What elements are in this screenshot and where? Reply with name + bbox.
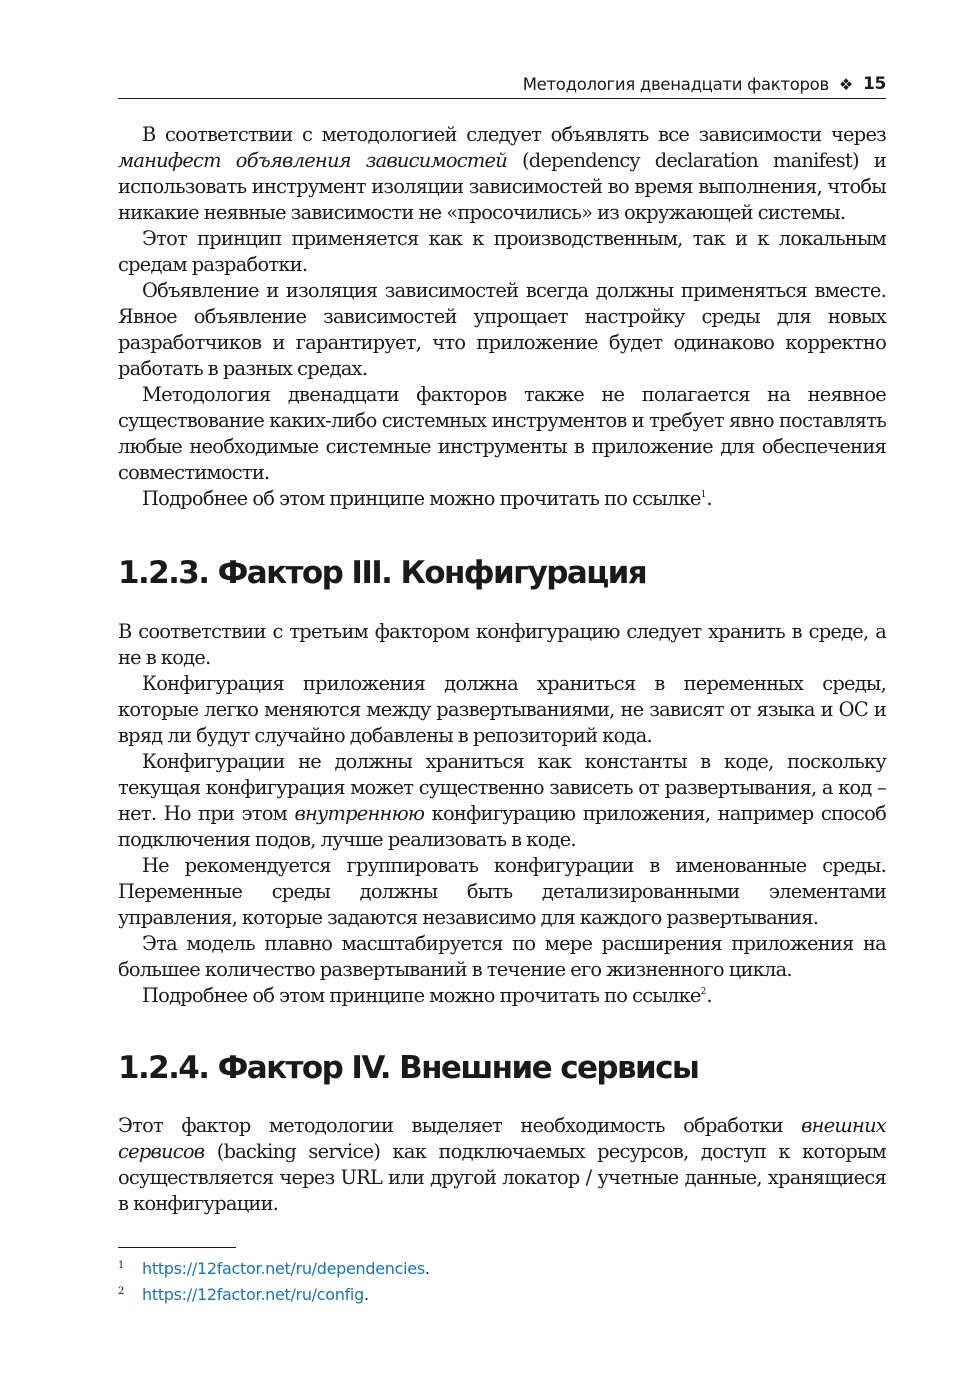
footnote-number: 1 [118,1260,125,1271]
section-heading-config: 1.2.3. Фактор III. Конфигурация [118,555,647,591]
paragraph: В соответствии с методологией следует объявлять все зависимости через манифест объявления зависимостей (dependency declaration manifest) и использовать инструмент изоляции зависимостей во время выполнения, чтобы никакие неявные зависимости не «просочились» из окружающей системы. [118,123,886,224]
paragraph: В соответствии с третьим фактором конфигурацию следует хранить в среде, а не в коде. [118,620,886,669]
emphasis: внешних сервисов [118,1114,886,1163]
footnote-divider [118,1247,236,1248]
ornament-icon: ❖ [838,74,853,94]
section-heading-backing-services: 1.2.4. Фактор IV. Внешние сервисы [118,1050,699,1086]
emphasis: внутреннюю [294,802,425,825]
paragraph: Эта модель плавно масштабируется по мере расширения приложения на большее количество развертываний в течение его жизненного цикла. [118,932,886,981]
page-number: 15 [862,74,886,94]
footnote-ref[interactable]: 2 [700,987,707,997]
section-config-text [118,619,886,1009]
running-title: Методология двенадцати факторов [522,74,829,94]
paragraph: Конфигурация приложения должна храниться в переменных среды, которые легко меняются между развертываниями, не зависят от языка и ОС и вряд ли будут случайно добавлены в репозиторий кода. [118,672,886,747]
running-header [118,70,886,99]
paragraph: Объявление и изоляция зависимостей всегда должны применяться вместе. Явное объявление зависимостей упрощает настройку среды для новых разработчиков и гарантирует, что приложение будет одинаково корректно работать в разных средах. [118,279,886,380]
paragraph: Подробнее об этом принципе можно прочитать по ссылке$^2$. [142,984,712,1007]
paragraph: Конфигурации не должны храниться как константы в коде, поскольку текущая конфигурация может существенно зависеть от развертывания, а код – нет. Но при этом внутреннюю конфигурацию приложения, например способ подключения подов, лучше реализовать в коде. [118,750,886,851]
footnote: 1 https://12factor.net/ru/dependencies . [118,1257,886,1283]
paragraph: Подробнее об этом принципе можно прочитать по ссылке$^1$. [142,487,712,510]
paragraph: Этот фактор методологии выделяет необходимость обработки внешних сервисов (backing service) как подключаемых ресурсов, доступ к которым осуществляется через URL или другой локатор / учетные данные, хранящиеся в конфигурации. [118,1114,886,1215]
footnote-link[interactable]: https://12factor.net/ru/dependencies [142,1259,425,1278]
footnote-number: 2 [118,1286,125,1297]
paragraph: Не рекомендуется группировать конфигурации в именованные среды. Переменные среды должны быть детализированными элементами управления, которые задаются независимо для каждого развертывания. [118,854,886,929]
footnote-link[interactable]: https://12factor.net/ru/config [142,1285,364,1304]
section-backing-services-text [118,1113,886,1217]
section-dependencies-text [118,122,886,512]
paragraph: Методология двенадцати факторов также не полагается на неявное существование каких-либо системных инструментов и требует явно поставлять любые необходимые системные инструменты в приложение для обеспечения совместимости. [118,383,886,484]
footnotes [118,1257,886,1309]
emphasis: манифест объявления зависимостей [118,149,507,172]
footnote: 2 https://12factor.net/ru/config . [118,1283,886,1309]
footnote-ref[interactable]: 1 [700,490,707,500]
paragraph: Этот принцип применяется как к производственным, так и к локальным средам разработки. [118,227,886,276]
book-page [118,0,886,1388]
